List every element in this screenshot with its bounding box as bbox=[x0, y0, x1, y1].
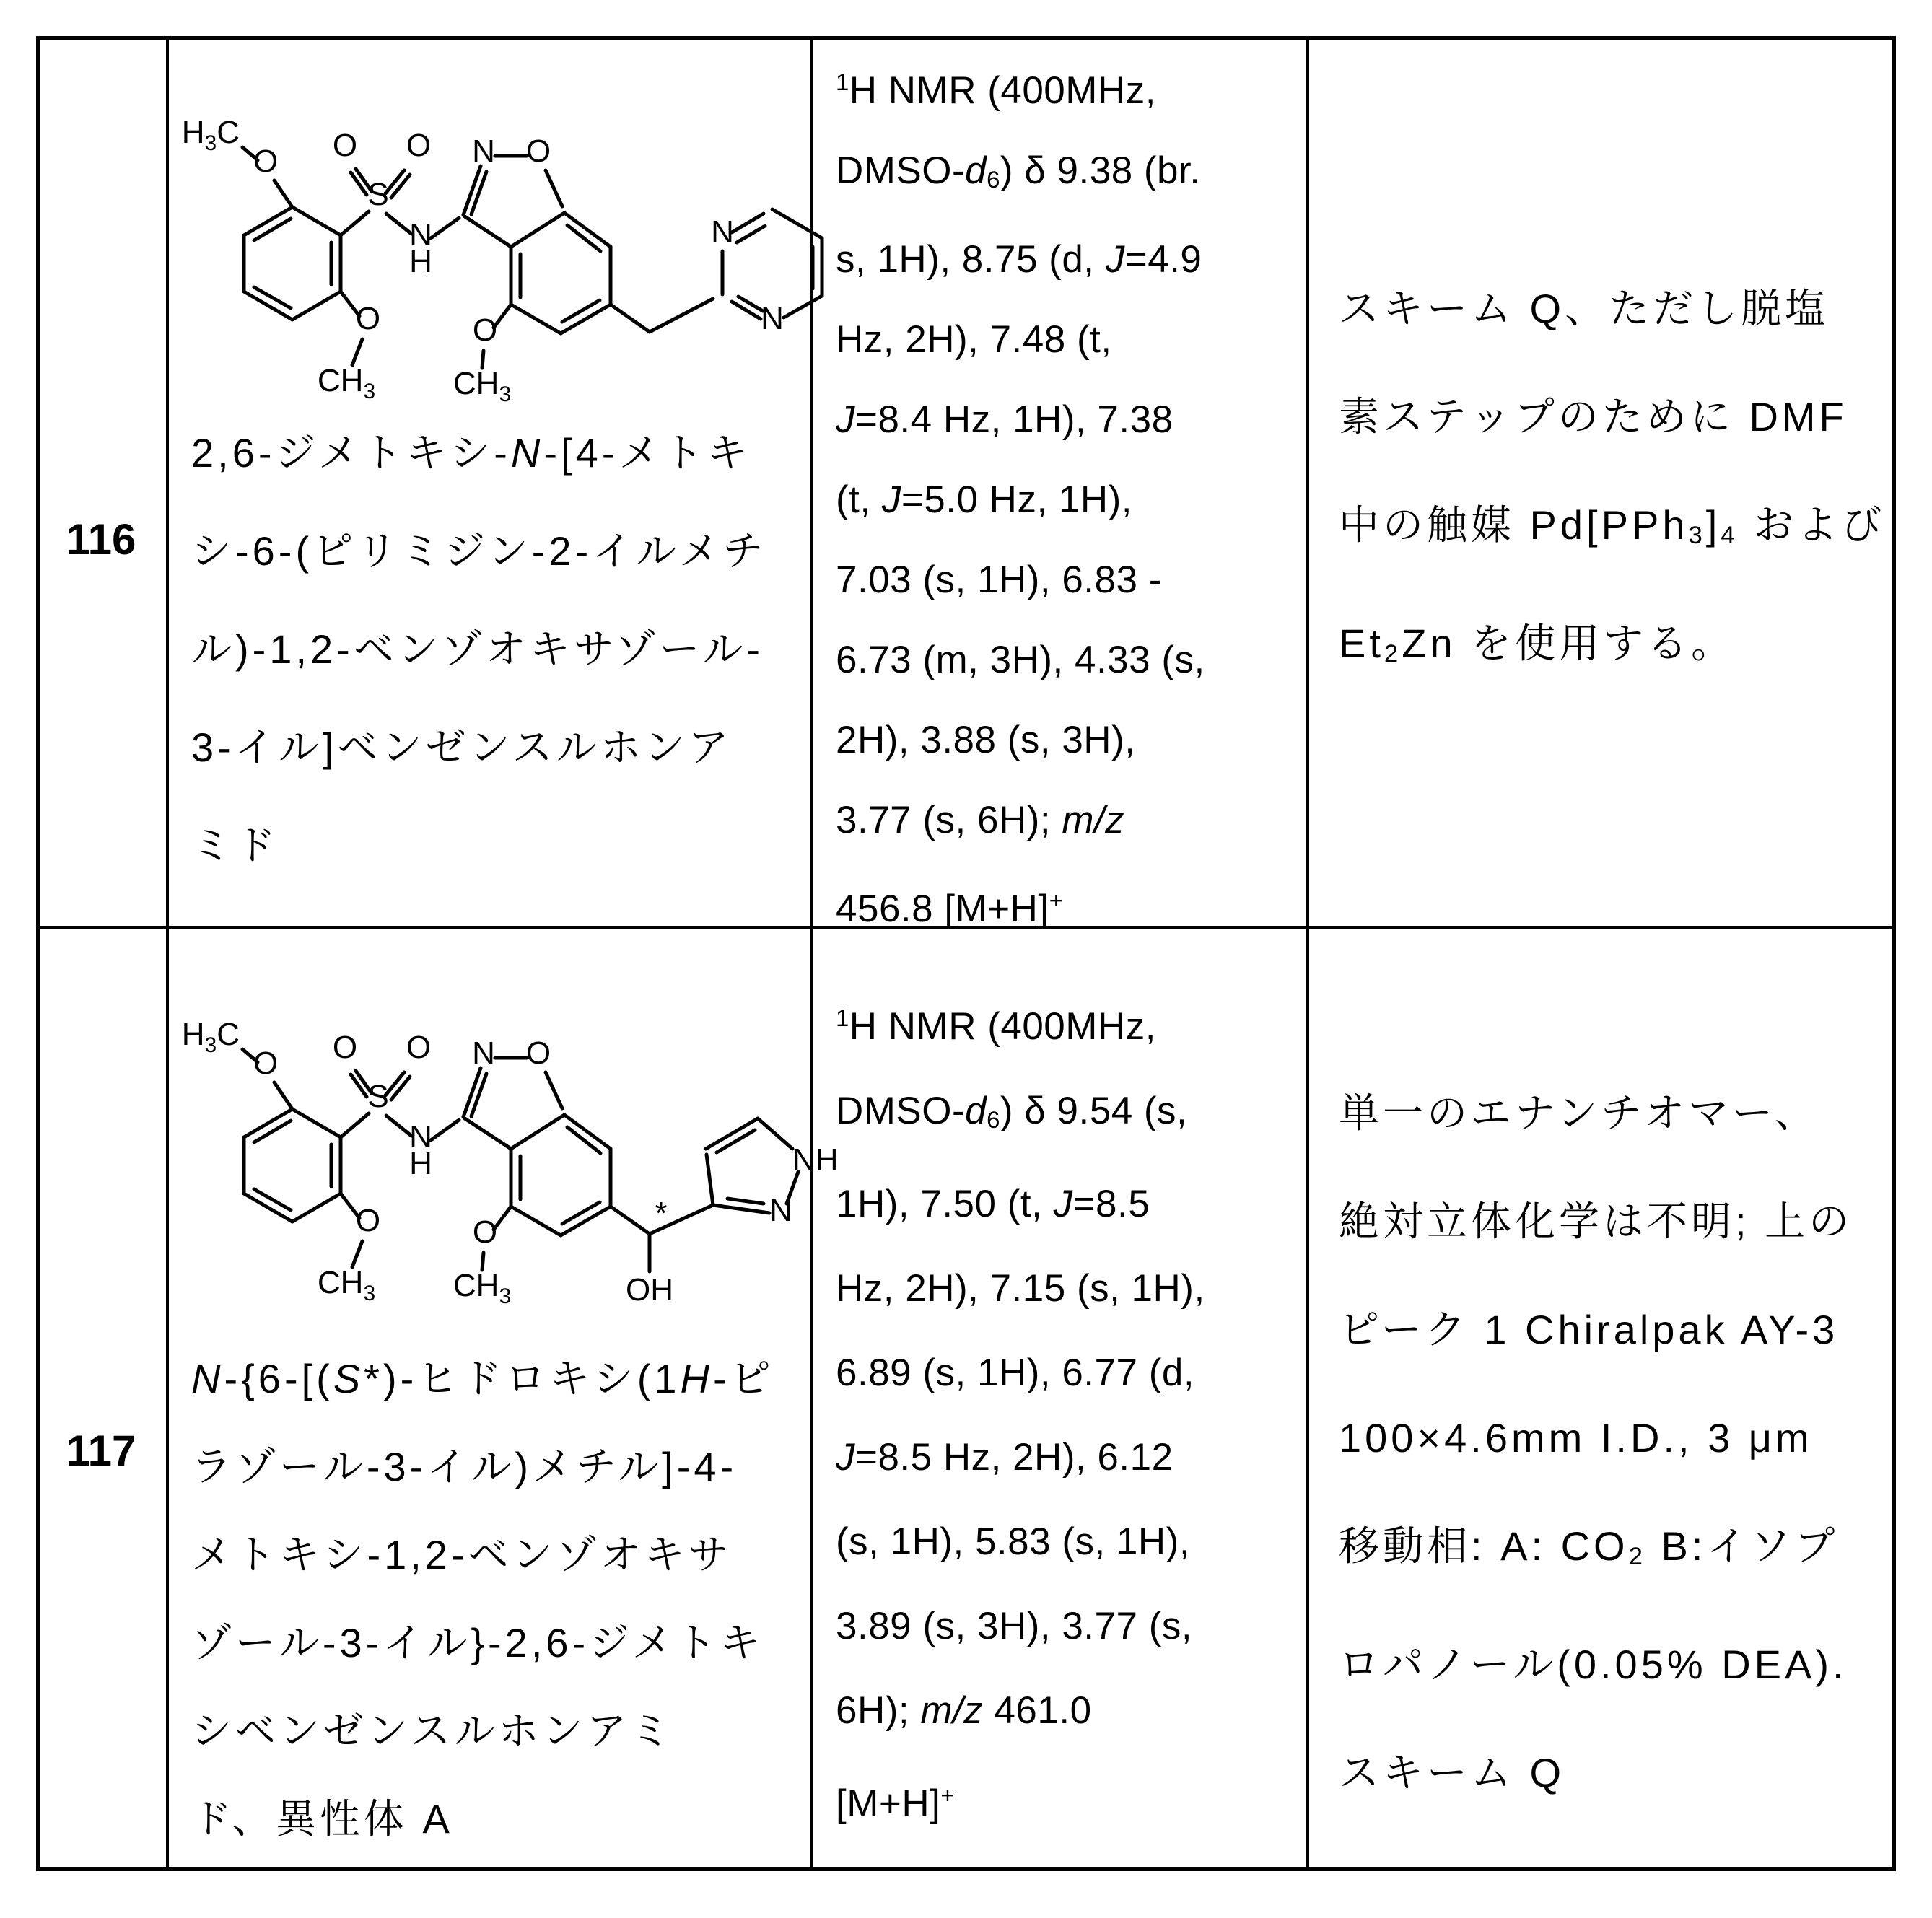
synthesis-notes-116 bbox=[1339, 40, 1887, 923]
compound-name-line: シベンゼンスルホンアミ bbox=[191, 1708, 675, 1753]
notes-line: ピーク 1 Chiralpak AY-3 bbox=[1339, 1306, 1839, 1352]
nmr-line: (t, J=5.0 Hz, 1H), bbox=[836, 478, 1133, 521]
svg-text:N: N bbox=[472, 1035, 495, 1071]
svg-text:O: O bbox=[525, 133, 551, 169]
compound-name-line: 2,6-ジメトキシ-N-[4-メトキ bbox=[191, 430, 751, 476]
svg-text:CH3: $CH_3$ bbox=[453, 366, 512, 406]
notes-line: 中の触媒 Pd[PPh3]4 および bbox=[1339, 502, 1886, 549]
synthesis-notes-117 bbox=[1339, 932, 1887, 1911]
column-divider-1 bbox=[166, 36, 169, 1871]
nmr-line: 456.8 [M+H]+ bbox=[836, 886, 1064, 931]
column-divider-3 bbox=[1306, 36, 1309, 1871]
compound-name-116 bbox=[191, 404, 808, 895]
svg-text:N: N bbox=[409, 1119, 432, 1155]
nmr-line: 6H); m/z 461.0 bbox=[836, 1689, 1092, 1732]
svg-text:O: O bbox=[472, 1214, 498, 1250]
svg-text:O: O bbox=[525, 1035, 551, 1071]
notes-line: スキーム Q bbox=[1339, 1750, 1565, 1796]
nmr-line: 7.03 (s, 1H), 6.83 - bbox=[836, 558, 1162, 601]
nmr-line: $^1$H NMR (400MHz, bbox=[836, 1004, 1156, 1048]
chemical-structure-117 bbox=[173, 953, 839, 1313]
compound-name-line: ゾール-3-イル}-2,6-ジメトキ bbox=[191, 1620, 764, 1665]
svg-text:O: O bbox=[332, 128, 358, 163]
svg-text:N: N bbox=[769, 1193, 792, 1228]
nmr-line: $^1$H NMR (400MHz, bbox=[836, 69, 1156, 113]
svg-text:O: O bbox=[406, 1030, 432, 1065]
svg-text:O: O bbox=[355, 1203, 381, 1238]
svg-text:*: * bbox=[655, 1196, 668, 1231]
notes-line: 100×4.6mm I.D., 3 μm bbox=[1339, 1414, 1813, 1461]
svg-text:N: N bbox=[472, 133, 495, 169]
nmr-line: [M+H]+ bbox=[836, 1781, 956, 1826]
nmr-line: 1H), 7.50 (t, J=8.5 bbox=[836, 1182, 1150, 1225]
nmr-line: 3.77 (s, 6H); m/z bbox=[836, 798, 1125, 841]
notes-line: ロパノール(0.05% DEA). bbox=[1339, 1642, 1848, 1688]
compound-number-117 bbox=[40, 932, 162, 1918]
compound-name-line: ラゾール-3-イル)メチル]-4- bbox=[191, 1444, 738, 1489]
svg-text:N: N bbox=[761, 301, 784, 336]
compound-name-117 bbox=[191, 1335, 808, 1863]
notes-line: 移動相: A: CO2 B:イソプ bbox=[1339, 1523, 1839, 1571]
svg-text:O: O bbox=[253, 144, 279, 179]
notes-line: 絶対立体化学は不明; 上の bbox=[1339, 1198, 1853, 1244]
svg-text:CH3: $CH_3$ bbox=[317, 363, 376, 403]
svg-text:H3C: $H_3C$ bbox=[181, 115, 240, 155]
svg-text:OH: OH bbox=[626, 1272, 673, 1308]
svg-text:O: O bbox=[472, 312, 498, 348]
svg-text:CH3: $CH_3$ bbox=[453, 1268, 512, 1308]
svg-text:O: O bbox=[355, 301, 381, 336]
chemical-structure-116 bbox=[173, 51, 808, 411]
nmr-line: (s, 1H), 5.83 (s, 1H), bbox=[836, 1520, 1191, 1563]
svg-text:S: S bbox=[367, 1079, 389, 1114]
nmr-line: s, 1H), 8.75 (d, J=4.9 bbox=[836, 237, 1202, 281]
compound-name-line: 3-イル]ベンゼンスルホンア bbox=[191, 724, 733, 770]
compound-name-line: N-{6-[(S*)-ヒドロキシ(1H-ピ bbox=[191, 1356, 774, 1401]
nmr-line: J=8.5 Hz, 2H), 6.12 bbox=[836, 1435, 1173, 1479]
compound-name-line: ド、異性体 A bbox=[191, 1796, 453, 1842]
compound-name-line: ミド bbox=[191, 823, 279, 868]
notes-line: Et2Zn を使用する。 bbox=[1339, 621, 1736, 668]
notes-line: 素ステップのために DMF bbox=[1339, 393, 1848, 439]
notes-line: 単一のエナンチオマー、 bbox=[1339, 1090, 1819, 1136]
svg-text:H: H bbox=[409, 244, 432, 279]
nmr-line: DMSO-d6) δ 9.38 (br. bbox=[836, 149, 1201, 193]
compound-number-117-label: 117 bbox=[66, 1426, 136, 1475]
compound-number-116-label: 116 bbox=[66, 514, 136, 564]
svg-text:N: N bbox=[711, 214, 734, 250]
compound-name-line: シ-6-(ピリミジン-2-イルメチ bbox=[191, 528, 767, 574]
nmr-line: Hz, 2H), 7.48 (t, bbox=[836, 318, 1112, 361]
nmr-line: 6.89 (s, 1H), 6.77 (d, bbox=[836, 1351, 1195, 1394]
compound-name-line: メトキシ-1,2-ベンゾオキサ bbox=[191, 1532, 733, 1577]
svg-text:NH: NH bbox=[792, 1142, 839, 1178]
nmr-data-116 bbox=[836, 42, 1290, 949]
compound-number-116 bbox=[40, 40, 162, 981]
svg-text:O: O bbox=[406, 128, 432, 163]
nmr-line: DMSO-d6) δ 9.54 (s, bbox=[836, 1090, 1188, 1133]
nmr-line: Hz, 2H), 7.15 (s, 1H), bbox=[836, 1266, 1205, 1310]
nmr-line: 6.73 (m, 3H), 4.33 (s, bbox=[836, 638, 1205, 681]
column-divider-2 bbox=[810, 36, 813, 1871]
nmr-line: 2H), 3.88 (s, 3H), bbox=[836, 718, 1136, 761]
nmr-line: J=8.4 Hz, 1H), 7.38 bbox=[836, 398, 1173, 441]
nmr-data-117 bbox=[836, 976, 1290, 1846]
notes-line: スキーム Q、ただし脱塩 bbox=[1339, 285, 1830, 331]
svg-text:CH3: $CH_3$ bbox=[317, 1265, 376, 1305]
nmr-line: 3.89 (s, 3H), 3.77 (s, bbox=[836, 1604, 1193, 1647]
svg-text:N: N bbox=[409, 217, 432, 253]
svg-text:H: H bbox=[409, 1146, 432, 1181]
svg-text:H3C: $H_3C$ bbox=[181, 1017, 240, 1057]
svg-text:O: O bbox=[253, 1046, 279, 1081]
svg-text:O: O bbox=[332, 1030, 358, 1065]
svg-text:S: S bbox=[367, 177, 389, 212]
compound-name-line: ル)-1,2-ベンゾオキサゾール- bbox=[191, 626, 764, 672]
